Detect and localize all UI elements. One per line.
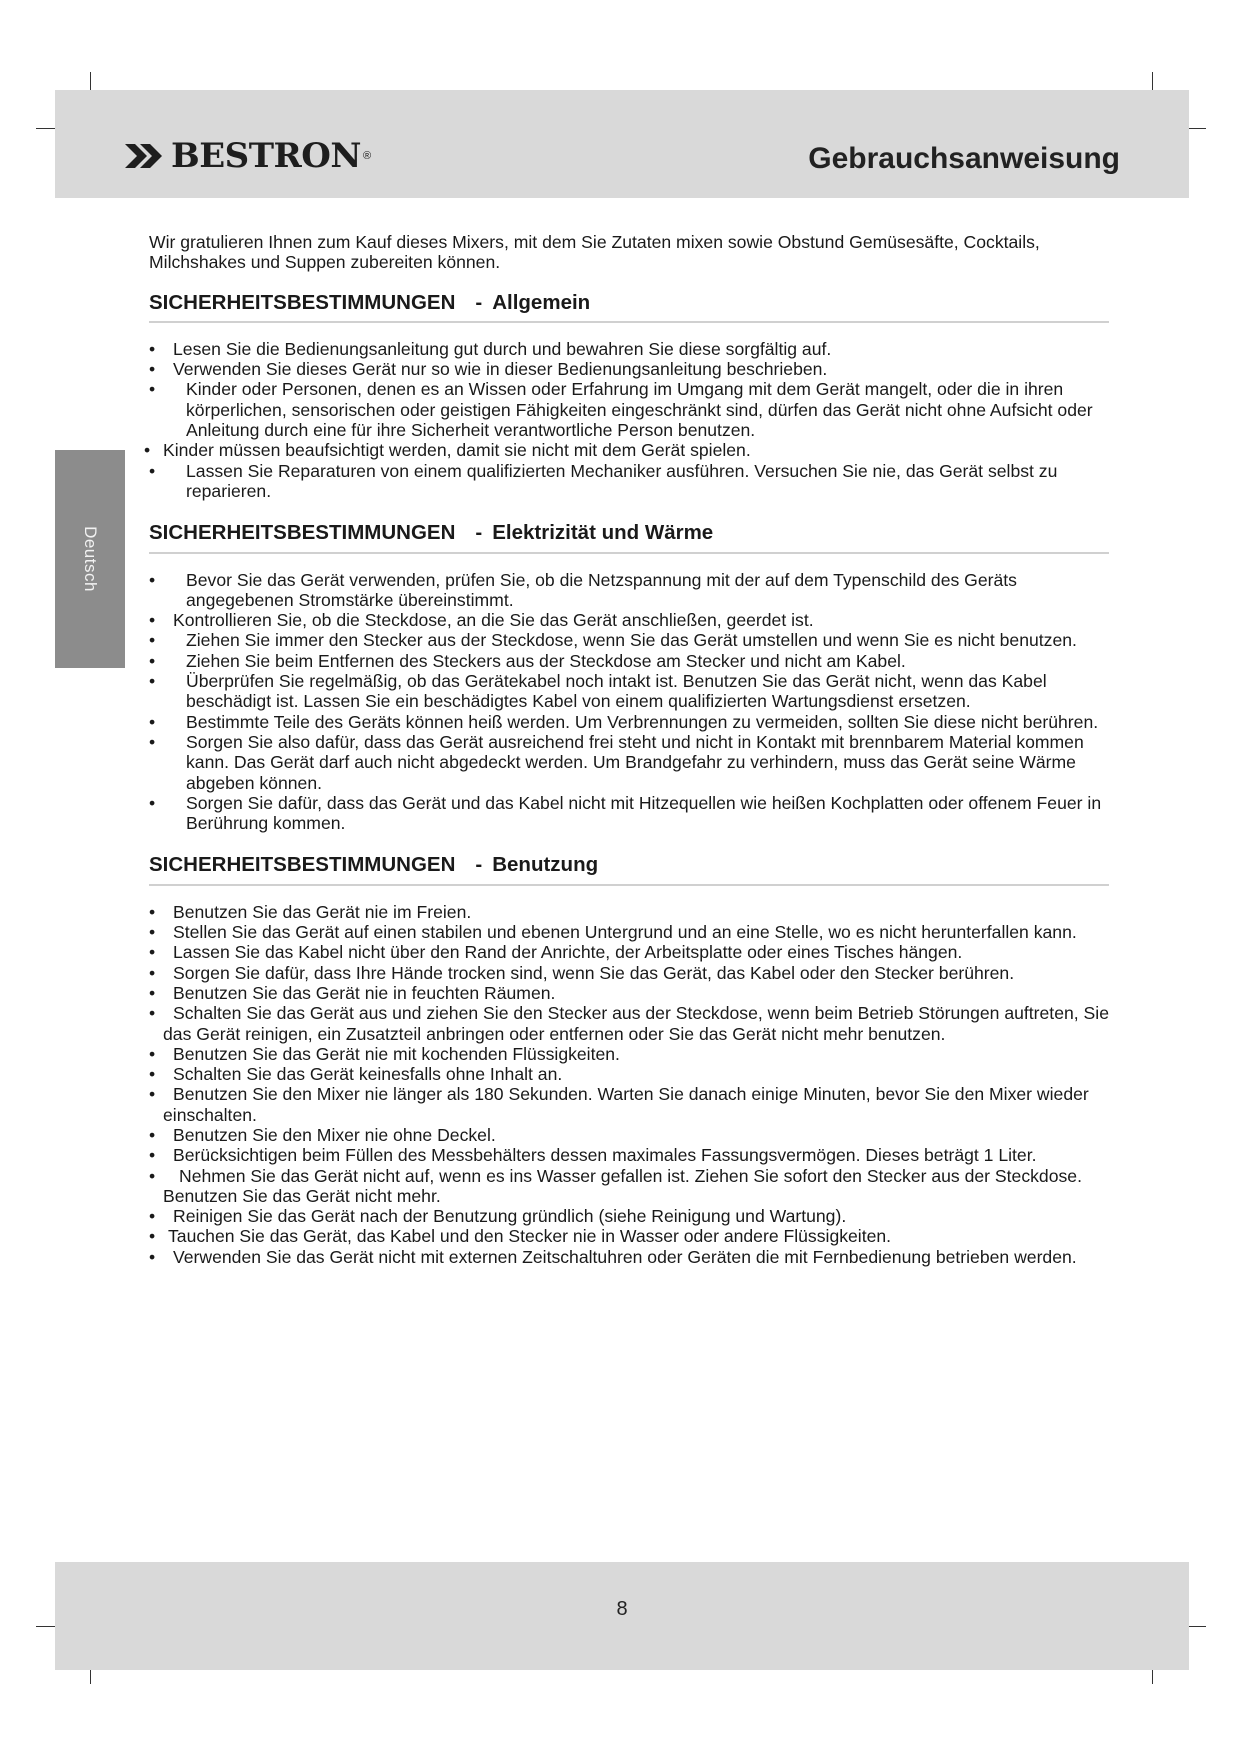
page-number: 8	[616, 1598, 628, 1620]
list-item: • Benutzen Sie das Gerät nie in feuchten Räumen.	[149, 982, 556, 1003]
list-item: • Benutzen Sie das Gerät nie mit kochenden Flüssigkeiten.	[149, 1043, 620, 1064]
section-subtitle: Elektrizität und Wärme	[492, 521, 714, 545]
list-item: • Schalten Sie das Gerät aus und ziehen Sie den Stecker aus der Steckdose, wenn beim Betrieb Störungen auftreten, Sie das Gerät reinigen, ein Zusatzteil anbringen oder entfernen oder Sie das Gerät nicht mehr benutzen.	[149, 1003, 1109, 1044]
list-item: • Ziehen Sie beim Entfernen des Steckers aus der Steckdose am Stecker und nicht am Kabel.	[149, 650, 906, 671]
list-item: • Sorgen Sie also dafür, dass das Gerät ausreichend frei steht und nicht in Kontakt mit brennbarem Material kommen kann. Das Gerät darf auch nicht abgedeckt werden. Um Brandgefahr zu verhindern, muss das Gerät seine Wärme abgeben können.	[149, 731, 1084, 793]
list-item: • Lassen Sie das Kabel nicht über den Rand der Anrichte, der Arbeitsplatte oder eines Tisches hängen.	[149, 942, 963, 963]
section-heading: SICHERHEITSBESTIMMUNGEN - Allgemein	[149, 293, 1109, 323]
section-heading: SICHERHEITSBESTIMMUNGEN - Elektrizität und Wärme	[149, 523, 1109, 553]
list-item: • Lesen Sie die Bedienungsanleitung gut durch und bewahren Sie diese sorgfältig auf.	[149, 338, 832, 359]
section-subtitle: Benutzung	[492, 853, 599, 877]
list-item: • Überprüfen Sie regelmäßig, ob das Gerätekabel noch intakt ist. Benutzen Sie das Gerät nicht, wenn das Kabel beschädigt ist. Lassen Sie ein beschädigtes Kabel von einem qualifizierten Wartungsdienst ersetzen.	[149, 671, 1047, 712]
list-item: • Ziehen Sie immer den Stecker aus der Steckdose, wenn Sie das Gerät umstellen und wenn Sie es nicht benutzen.	[149, 630, 1077, 651]
list-item: • Verwenden Sie das Gerät nicht mit externen Zeitschaltuhren oder Geräten die mit Fernbedienung betrieben werden.	[149, 1246, 1077, 1267]
section-heading: SICHERHEITSBESTIMMUNGEN - Benutzung	[149, 855, 1109, 885]
list-item: • Nehmen Sie das Gerät nicht auf, wenn es ins Wasser gefallen ist. Ziehen Sie sofort den Stecker aus der Steckdose. Benutzen Sie das Gerät nicht mehr.	[149, 1165, 1082, 1206]
page-footer	[55, 1562, 1189, 1670]
list-item: • Benutzen Sie den Mixer nie ohne Deckel.	[149, 1124, 496, 1145]
list-item: • Lassen Sie Reparaturen von einem qualifizierten Mechaniker ausführen. Versuchen Sie nie, das Gerät selbst zu reparieren.	[149, 460, 1058, 501]
list-item: • Tauchen Sie das Gerät, das Kabel und den Stecker nie in Wasser oder andere Flüssigkeiten.	[149, 1226, 892, 1247]
list-item: • Berücksichtigen beim Füllen des Messbehälters dessen maximales Fassungsvermögen. Dieses beträgt 1 Liter.	[149, 1145, 1037, 1166]
list-item: • Reinigen Sie das Gerät nach der Benutzung gründlich (siehe Reinigung und Wartung).	[149, 1206, 847, 1227]
intro-paragraph: Wir gratulieren Ihnen zum Kauf dieses Mixers, mit dem Sie Zutaten mixen sowie Obstund Gemüsesäfte, Cocktails, Milchshakes und Suppen zubereiten können.	[149, 232, 1040, 273]
list-item: • Sorgen Sie dafür, dass das Gerät und das Kabel nicht mit Hitzequellen wie heißen Kochplatten oder offenem Feuer in Berührung kommen.	[149, 792, 1102, 834]
list-item: • Stellen Sie das Gerät auf einen stabilen und ebenen Untergrund und an eine Stelle, wo es nicht herunterfallen kann.	[149, 922, 1077, 943]
bullet-list	[149, 570, 1109, 834]
list-item: • Sorgen Sie dafür, dass Ihre Hände trocken sind, wenn Sie das Gerät, das Kabel oder den Stecker berühren.	[149, 962, 1015, 983]
list-item: • Bestimmte Teile des Geräts können heiß werden. Um Verbrennungen zu vermeiden, sollten Sie diese nicht berühren.	[149, 711, 1099, 732]
section-title: SICHERHEITSBESTIMMUNGEN	[149, 853, 456, 877]
page-header	[55, 90, 1189, 198]
brand-name: BESTRON	[171, 136, 361, 176]
document-title: Gebrauchsanweisung	[808, 142, 1120, 175]
section-title: SICHERHEITSBESTIMMUNGEN	[149, 521, 456, 545]
section-subtitle: Allgemein	[492, 290, 591, 314]
section-title: SICHERHEITSBESTIMMUNGEN	[149, 290, 456, 314]
list-item: • Benutzen Sie den Mixer nie länger als 180 Sekunden. Warten Sie danach einige Minuten, bevor Sie den Mixer wieder einschalten.	[149, 1084, 1089, 1125]
brand-logo	[123, 136, 371, 176]
page-content	[144, 232, 1109, 1289]
language-tab-label: Deutsch	[81, 526, 100, 592]
language-tab	[55, 450, 125, 668]
list-item: • Benutzen Sie das Gerät nie im Freien.	[149, 901, 472, 922]
list-item: • Schalten Sie das Gerät keinesfalls ohne Inhalt an.	[149, 1064, 563, 1085]
list-item: • Kontrollieren Sie, ob die Steckdose, an die Sie das Gerät anschließen, geerdet ist.	[149, 610, 814, 631]
list-item: • Kinder müssen beaufsichtigt werden, damit sie nicht mit dem Gerät spielen.	[144, 440, 751, 461]
chevron-logo-icon	[123, 140, 167, 172]
list-item: • Kinder oder Personen, denen es an Wissen oder Erfahrung im Umgang mit dem Gerät mangelt, oder die in ihren körperlichen, sensorischen oder geistigen Fähigkeiten eingeschränkt sind, dürfen das Gerät nicht ohne Aufsicht oder Anleitung durch eine für ihre Sicherheit verantwortliche Person benutzen.	[149, 379, 1093, 441]
list-item: • Verwenden Sie dieses Gerät nur so wie in dieser Bedienungsanleitung beschrieben.	[149, 359, 828, 380]
list-item: • Bevor Sie das Gerät verwenden, prüfen Sie, ob die Netzspannung mit der auf dem Typenschild des Geräts angegebenen Stromstärke übereinstimmt.	[149, 569, 1017, 610]
bullet-list	[144, 338, 1109, 501]
registered-mark: ®	[362, 150, 372, 162]
bullet-list	[149, 902, 1109, 1267]
